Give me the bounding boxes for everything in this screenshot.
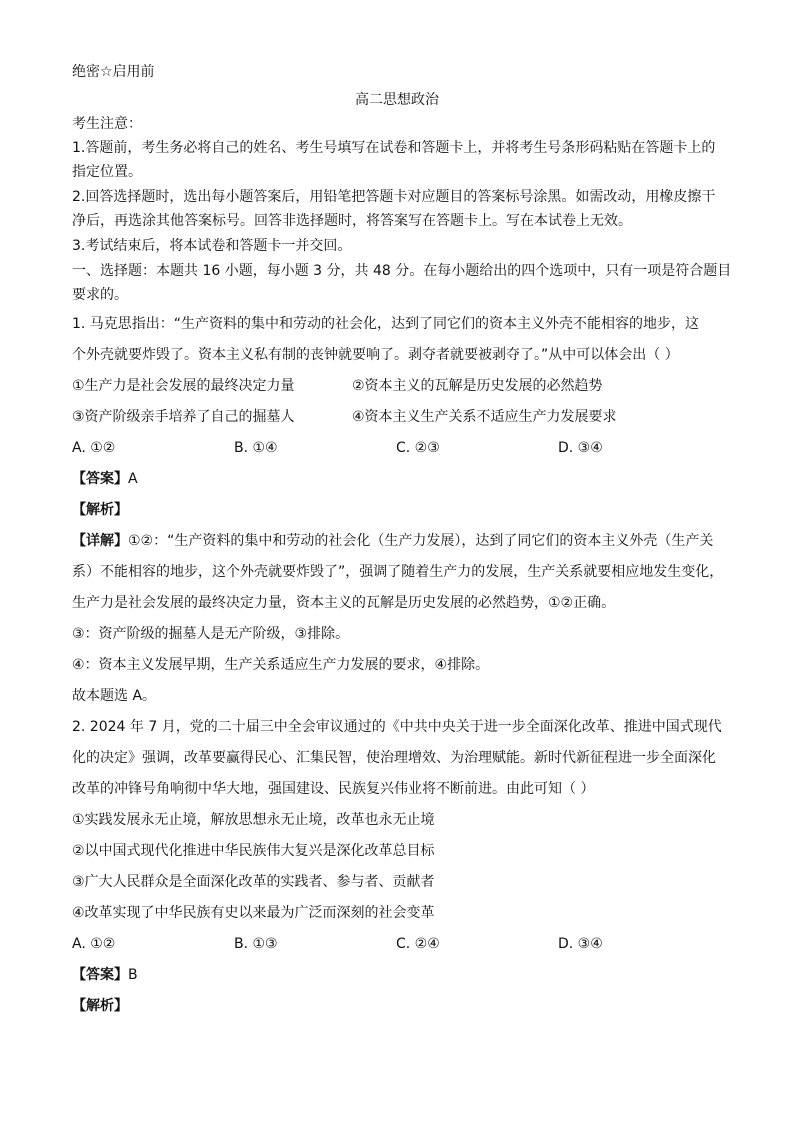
analysis-tag: 【解析】 bbox=[72, 998, 128, 1014]
q2-option-b: B. ①③ bbox=[234, 936, 278, 952]
notice-item: 净后，再选涂其他答案标号。回答非选择题时，将答案写在答题卡上。写在本试卷上无效。 bbox=[72, 213, 632, 229]
q1-statement: ③资产阶级亲手培养了自己的掘墓人 bbox=[72, 409, 295, 425]
q1-option-a: A. ①② bbox=[72, 440, 116, 456]
q1-stem: 1. 马克思指出：“生产资料的集中和劳动的社会化，达到了同它们的资本主义外壳不能相容的地步，这 bbox=[72, 316, 700, 332]
detail-tag: 【详解】 bbox=[72, 533, 128, 549]
q1-option-b: B. ①④ bbox=[234, 440, 278, 456]
exam-title: 高二思想政治 bbox=[355, 92, 439, 108]
q1-detail: ③：资产阶级的掘墓人是无产阶级，③排除。 bbox=[72, 626, 350, 642]
q1-stem: 个外壳就要炸毁了。资本主义私有制的丧钟就要响了。剥夺者就要被剥夺了。”从中可以体会出（ ） bbox=[72, 347, 679, 363]
q2-option-a: A. ①② bbox=[72, 936, 116, 952]
q1-option-c: C. ②③ bbox=[396, 440, 440, 456]
detail-text: ①②：“生产资料的集中和劳动的社会化（生产力发展），达到了同它们的资本主义外壳（生产关 bbox=[128, 533, 714, 549]
q1-statement: ②资本主义的瓦解是历史发展的必然趋势 bbox=[352, 378, 603, 394]
q1-option-d: D. ③④ bbox=[558, 440, 603, 456]
notice-item: 2.回答选择题时，选出每小题答案后，用铅笔把答题卡对应题目的答案标号涂黑。如需改动，用橡皮擦干 bbox=[72, 189, 716, 205]
q1-detail: 系）不能相容的地步，这个外壳就要炸毁了”，强调了随着生产力的发展，生产关系就要相应地发生变化， bbox=[72, 564, 724, 580]
q2-analysis-tag bbox=[72, 996, 128, 1016]
q1-detail: 生产力是社会发展的最终决定力量，资本主义的瓦解是历史发展的必然趋势，①②正确。 bbox=[72, 595, 616, 611]
secret-label: 绝密☆启用前 bbox=[72, 64, 155, 80]
q1-analysis-tag bbox=[72, 500, 128, 520]
notice-item: 指定位置。 bbox=[72, 164, 142, 180]
q2-statement: ①实践发展永无止境，解放思想永无止境，改革也永无止境 bbox=[72, 812, 435, 828]
answer-tag: 【答案】 bbox=[72, 967, 128, 983]
notice-item: 1.答题前，考生务必将自己的姓名、考生号填写在试卷和答题卡上，并将考生号条形码粘贴在答题卡上的 bbox=[72, 140, 716, 156]
q1-statement: ①生产力是社会发展的最终决定力量 bbox=[72, 378, 295, 394]
notice-item: 3.考试结束后，将本试卷和答题卡一并交回。 bbox=[72, 238, 352, 254]
q1-detail: ④：资本主义发展早期，生产关系适应生产力发展的要求，④排除。 bbox=[72, 657, 490, 673]
q1-answer bbox=[72, 469, 138, 489]
q2-statement: ④改革实现了中华民族有史以来最为广泛而深刻的社会变革 bbox=[72, 905, 435, 921]
q1-statement: ④资本主义生产关系不适应生产力发展要求 bbox=[352, 409, 617, 425]
section-heading: 一、选择题：本题共 16 小题，每小题 3 分，共 48 分。在每小题给出的四个选项中，只有一项是符合题目 bbox=[72, 263, 732, 279]
q2-answer bbox=[72, 965, 138, 985]
answer-value: A bbox=[128, 471, 138, 487]
answer-value: B bbox=[128, 967, 138, 983]
q2-statement: ②以中国式现代化推进中华民族伟大复兴是深化改革总目标 bbox=[72, 843, 435, 859]
q2-statement: ③广大人民群众是全面深化改革的实践者、参与者、贡献者 bbox=[72, 874, 435, 890]
q1-conclusion: 故本题选 A。 bbox=[72, 688, 157, 704]
section-heading-cont: 要求的。 bbox=[72, 287, 128, 303]
q2-stem: 改革的冲锋号角响彻中华大地，强国建设、民族复兴伟业将不断前进。由此可知（ ） bbox=[72, 781, 595, 797]
notice-heading: 考生注意： bbox=[72, 116, 142, 132]
q2-stem: 化的决定》强调，改革要赢得民心、汇集民智，使治理增效、为治理赋能。新时代新征程进一步全面深化 bbox=[72, 750, 716, 766]
q2-option-c: C. ②④ bbox=[396, 936, 440, 952]
q2-stem: 2. 2024 年 7 月，党的二十届三中全会审议通过的《中共中央关于进一步全面深化改革、推进中国式现代 bbox=[72, 719, 722, 735]
q2-option-d: D. ③④ bbox=[558, 936, 603, 952]
analysis-tag: 【解析】 bbox=[72, 502, 128, 518]
q1-detail bbox=[72, 531, 713, 551]
answer-tag: 【答案】 bbox=[72, 471, 128, 487]
